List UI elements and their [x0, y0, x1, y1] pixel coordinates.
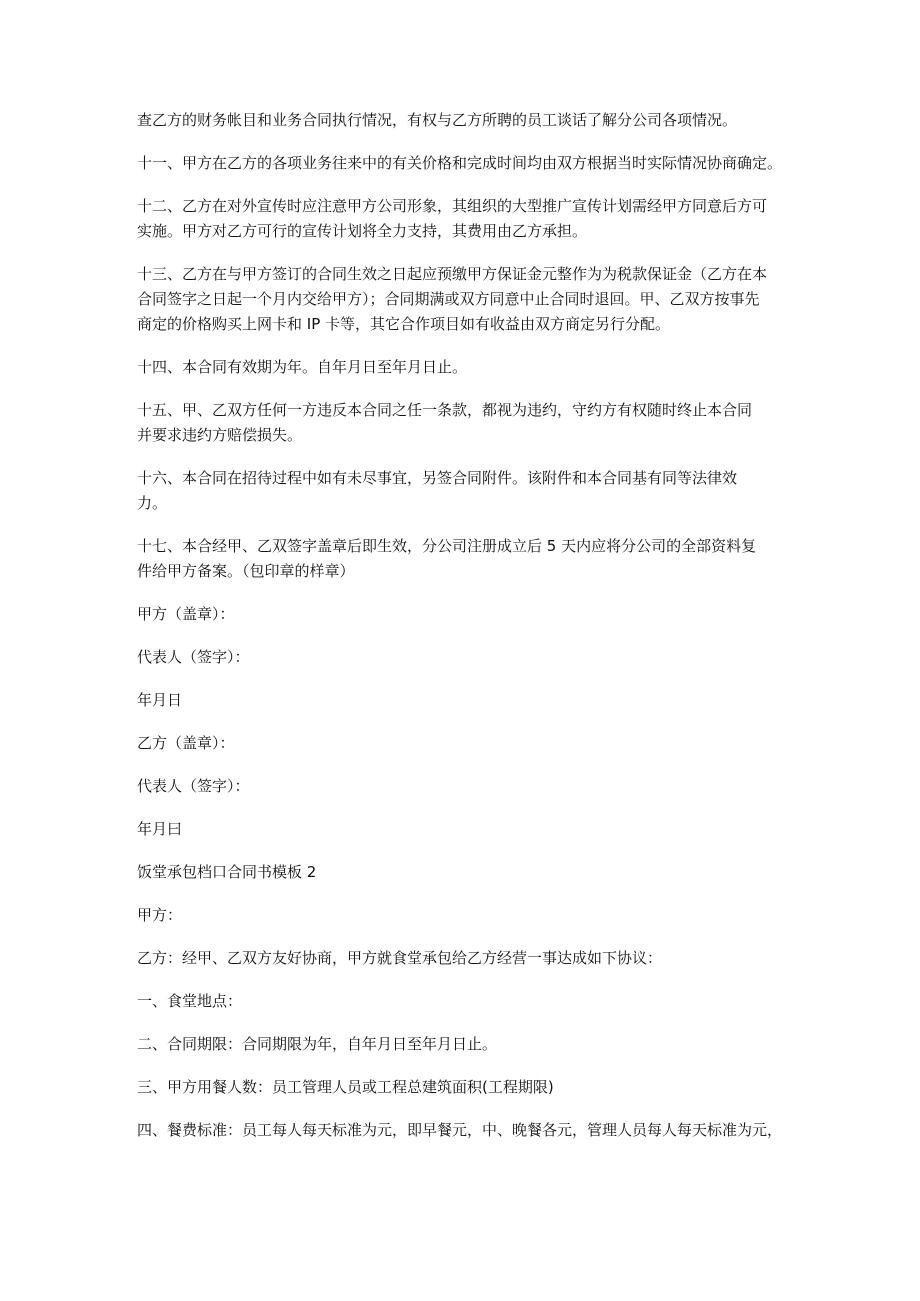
document-paragraph — [137, 688, 797, 713]
document-paragraph — [137, 534, 797, 584]
paragraph-line: 并要求违约方赔偿损失。 — [137, 426, 303, 444]
document-paragraph — [137, 466, 797, 516]
document-paragraph — [137, 355, 797, 380]
paragraph-line: 实施。甲方对乙方可行的宣传计划将全力支持，其费用由乙方承担。 — [137, 222, 588, 240]
paragraph-line: 力。 — [137, 494, 168, 512]
document-paragraph — [137, 860, 797, 885]
paragraph-line: 十三、乙方在与甲方签订的合同生效之日起应预缴甲方保证金元整作为为税款保证金（乙方在本 — [137, 265, 768, 283]
paragraph-line: 十二、乙方在对外宣传时应注意甲方公司形象，其组织的大型推广宣传计划需经甲方同意后方可 — [137, 197, 768, 215]
paragraph-line: 代表人（签字）： — [137, 648, 250, 666]
document-paragraph — [137, 946, 797, 971]
paragraph-line: 三、甲方用餐人数：员工管理人员或工程总建筑面积(工程期限) — [137, 1078, 554, 1096]
document-paragraph — [137, 602, 797, 627]
paragraph-line: 乙方（盖章）： — [137, 734, 235, 752]
paragraph-line: 年月日 — [137, 691, 183, 709]
paragraph-line: 十七、本合经甲、乙双签字盖章后即生效，分公司注册成立后 5 天内应将分公司的全部资料复 — [137, 537, 757, 555]
document-paragraph — [137, 194, 797, 244]
document-page — [137, 108, 797, 1161]
paragraph-line: 商定的价格购买上网卡和 IP 卡等，其它合作项目如有收益由双方商定另行分配。 — [137, 315, 671, 333]
document-paragraph — [137, 398, 797, 448]
paragraph-line: 代表人（签字）： — [137, 777, 250, 795]
paragraph-line: 二、合同期限：合同期限为年，自年月日至年月日止。 — [137, 1035, 498, 1053]
document-paragraph — [137, 1118, 797, 1143]
paragraph-line: 十五、甲、乙双方任何一方违反本合同之任一条款，都视为违约，守约方有权随时终止本合同 — [137, 401, 753, 419]
paragraph-line: 十一、甲方在乙方的各项业务往来中的有关价格和完成时间均由双方根据当时实际情况协商确定。 — [137, 154, 783, 172]
paragraph-line: 件给甲方备案。（包印章的样章） — [137, 562, 355, 580]
paragraph-line: 甲方： — [137, 906, 183, 924]
document-paragraph — [137, 1032, 797, 1057]
paragraph-line: 十六、本合同在招待过程中如有未尽事宜，另签合同附件。该附件和本合同基有同等法律效 — [137, 469, 738, 487]
paragraph-line: 饭堂承包档口合同书模板 2 — [137, 863, 317, 881]
document-paragraph — [137, 989, 797, 1014]
document-paragraph — [137, 1075, 797, 1100]
paragraph-line: 十四、本合同有效期为年。自年月日至年月日止。 — [137, 358, 468, 376]
document-paragraph — [137, 645, 797, 670]
document-paragraph — [137, 262, 797, 337]
paragraph-line: 查乙方的财务帐目和业务合同执行情况，有权与乙方所聘的员工谈话了解分公司各项情况。 — [137, 111, 738, 129]
paragraph-line: 甲方（盖章）： — [137, 605, 235, 623]
document-paragraph — [137, 731, 797, 756]
document-paragraph — [137, 903, 797, 928]
document-paragraph — [137, 817, 797, 842]
paragraph-line: 年月曰 — [137, 820, 183, 838]
paragraph-line: 四、餐费标准：员工每人每天标准为元，即早餐元，中、晚餐各元，管理人员每人每天标准为元， — [137, 1121, 783, 1139]
paragraph-line: 一、食堂地点： — [137, 992, 243, 1010]
paragraph-line: 乙方：经甲、乙双方友好协商，甲方就食堂承包给乙方经营一事达成如下协议： — [137, 949, 663, 967]
document-paragraph — [137, 774, 797, 799]
document-paragraph — [137, 151, 797, 176]
paragraph-line: 合同签字之日起一个月内交给甲方）；合同期满或双方同意中止合同时退回。甲、乙双方按事先 — [137, 290, 760, 308]
document-paragraph — [137, 108, 797, 133]
